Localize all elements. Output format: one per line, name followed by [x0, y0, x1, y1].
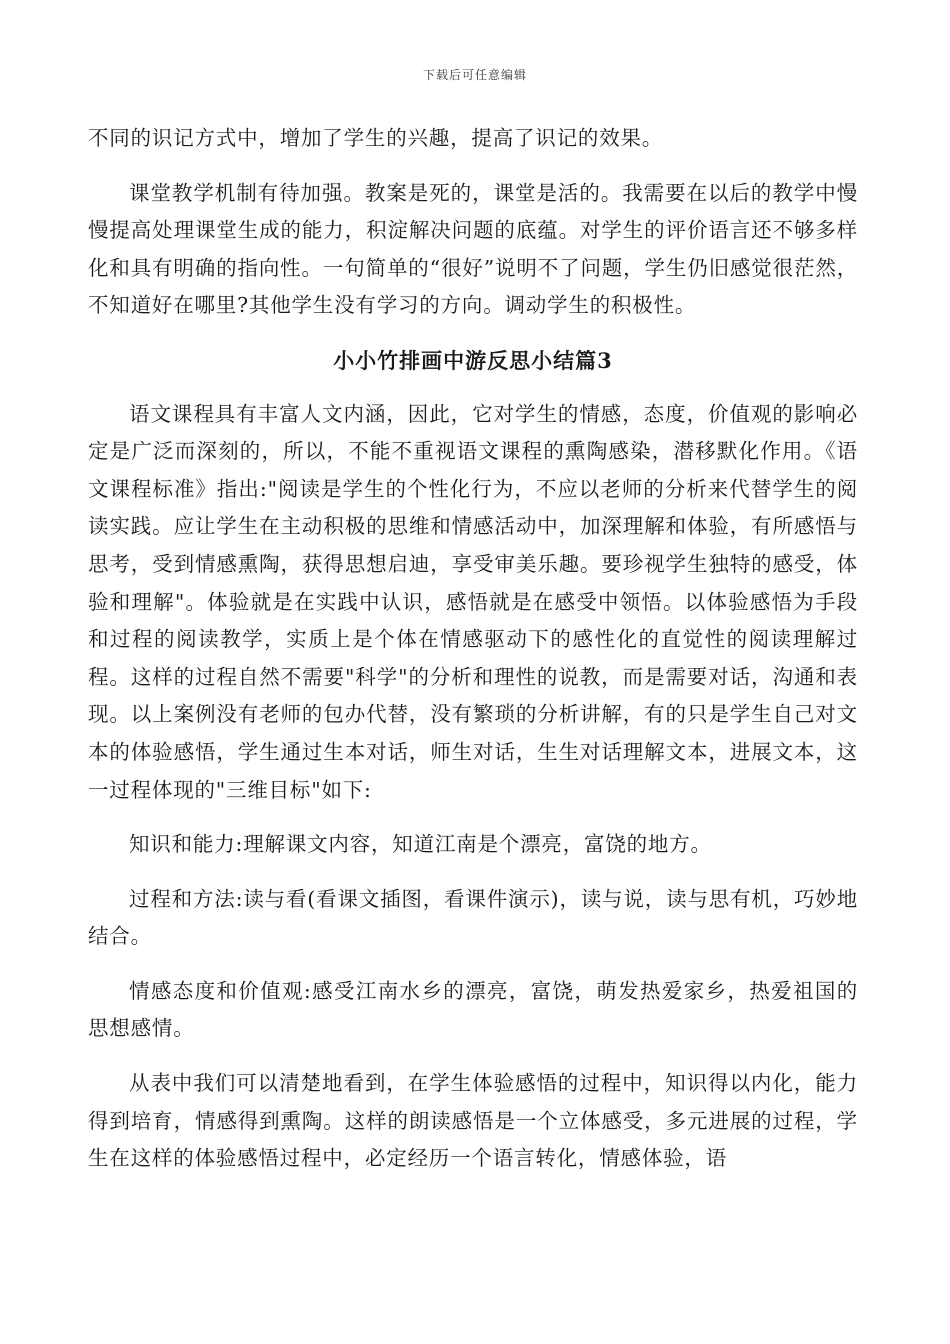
section-title: 小小竹排画中游反思小结篇3 — [333, 347, 613, 373]
page-header-note: 下载后可任意编辑 — [422, 68, 527, 82]
paragraph-5: 过程和方法:读与看(看课文插图，看课件演示)，读与说，读与思有机，巧妙地结合。 — [88, 886, 858, 949]
paragraph-1: 不同的识记方式中，增加了学生的兴趣，提高了识记的效果。 — [88, 126, 664, 150]
document-body — [88, 120, 858, 1195]
paragraph-2: 课堂教学机制有待加强。教案是死的，课堂是活的。我需要在以后的教学中慢慢提高处理课堂生成的能力，积淀解决问题的底蕴。对学生的评价语言还不够多样化和具有明确的指向性。一句简单的“很好”说明不了问题，学生仍旧感觉很茫然，不知道好在哪里?其他学生没有学习的方向。调动学生的积极性。 — [88, 180, 858, 318]
paragraph-3: 语文课程具有丰富人文内涵，因此，它对学生的情感，态度，价值观的影响必定是广泛而深刻的，所以，不能不重视语文课程的熏陶感染，潜移默化作用。《语文课程标准》指出:"阅读是学生的个性化行为，不应以老师的分析来代替学生的阅读实践。应让学生在主动积极的思维和情感活动中，加深理解和体验，有所感悟与思考，受到情感熏陶，获得思想启迪，享受审美乐趣。要珍视学生独特的感受，体验和理解"。体验就是在实践中认识，感悟就是在感受中领悟。以体验感悟为手段和过程的阅读教学，实质上是个体在情感驱动下的感性化的直觉性的阅读理解过程。这样的过程自然不需要"科学"的分析和理性的说教，而是需要对话，沟通和表现。以上案例没有老师的包办代替，没有繁琐的分析讲解，有的只是学生自己对文本的体验感悟，学生通过生本对话，师生对话，生生对话理解文本，进展文本，这一过程体现的"三维目标"如下: — [88, 401, 858, 802]
paragraph-4: 知识和能力:理解课文内容，知道江南是个漂亮，富饶的地方。 — [129, 832, 712, 857]
paragraph-6: 情感态度和价值观:感受江南水乡的漂亮，富饶，萌发热爱家乡，热爱祖国的思想感情。 — [88, 978, 858, 1041]
paragraph-7: 从表中我们可以清楚地看到，在学生体验感悟的过程中，知识得以内化，能力得到培育，情感得到熏陶。这样的朗读感悟是一个立体感受，多元进展的过程，学生在这样的体验感悟过程中，必定经历一个语言转化，情感体验，语 — [88, 1071, 858, 1171]
